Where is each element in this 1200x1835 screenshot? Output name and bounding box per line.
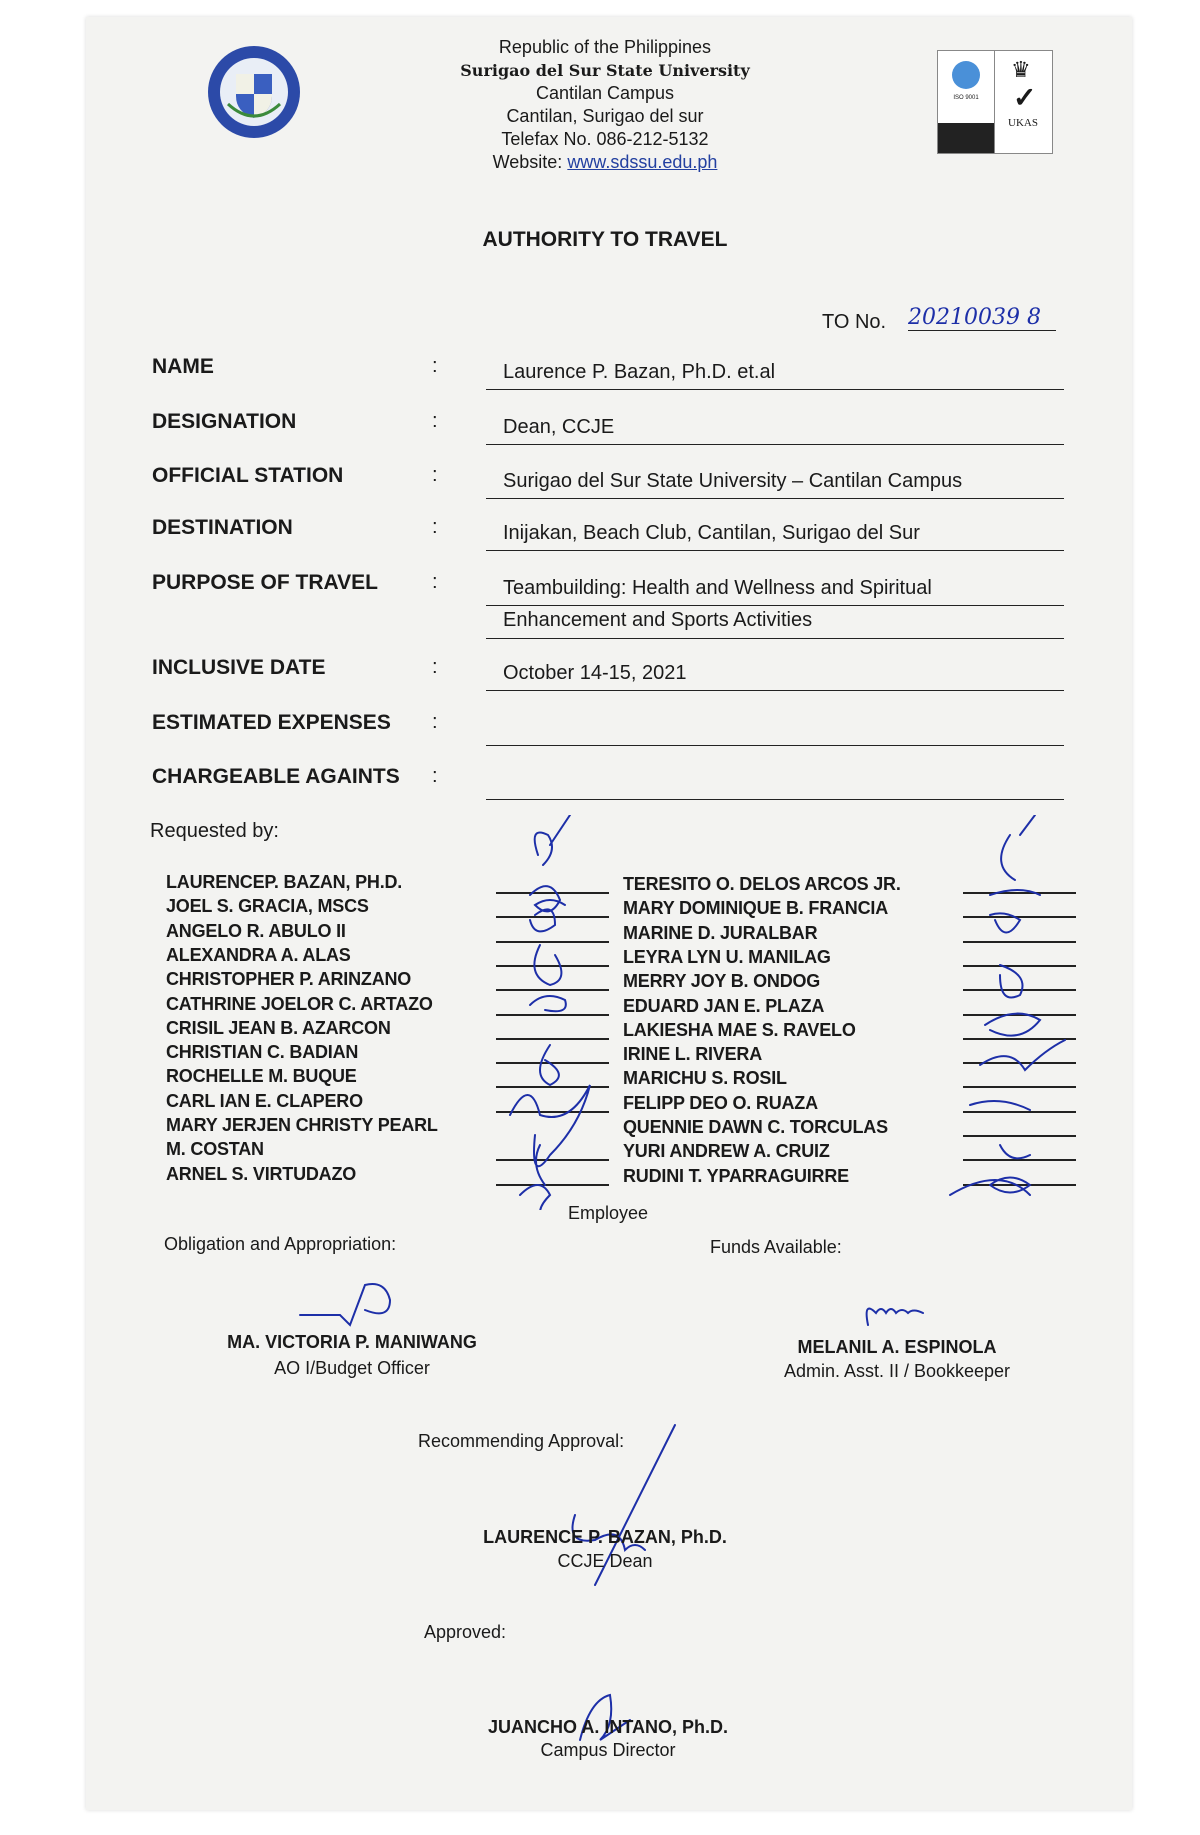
iso-ukas-badge: ISO 9001 ♛ ✓ UKAS <box>937 50 1053 154</box>
employee-name-right: MARY DOMINIQUE B. FRANCIA <box>623 898 889 919</box>
employee-name-left: CATHRINE JOELOR C. ARTAZO <box>166 993 433 1014</box>
letterhead <box>405 36 805 174</box>
bookkeeper-signature <box>860 1295 940 1335</box>
dean-name: LAURENCE P. BAZAN, Ph.D. <box>483 1527 727 1547</box>
employee-name-right: MERRY JOY B. ONDOG <box>623 971 821 992</box>
requested-by-label: Requested by: <box>150 820 279 842</box>
employee-name-right: LAKIESHA MAE S. RAVELO <box>623 1019 856 1040</box>
field-colon: : <box>432 765 438 787</box>
field-value: Teambuilding: Health and Wellness and Spiritual <box>503 577 932 599</box>
nqa-logo-icon <box>952 61 980 89</box>
field-value: Surigao del Sur State University – Cantilan Campus <box>503 470 963 492</box>
employee-name-left: LAURENCEP. BAZAN, PH.D. <box>166 872 403 892</box>
employee-name-left: M. COSTAN <box>166 1139 264 1160</box>
field-label: PURPOSE OF TRAVEL <box>152 571 378 594</box>
field-label: NAME <box>152 355 214 378</box>
employee-signatures <box>490 815 1090 1210</box>
field-label: DESTINATION <box>152 516 293 539</box>
employee-name-left: CHRISTIAN C. BADIAN <box>166 1042 359 1063</box>
director-name: JUANCHO A. INTANO, Ph.D. <box>487 1717 728 1737</box>
employee-name-right: RUDINI T. YPARRAGUIRRE <box>623 1165 849 1186</box>
employee-name-right: YURI ANDREW A. CRUIZ <box>623 1141 830 1162</box>
employee-name-left: MARY JERJEN CHRISTY PEARL <box>166 1115 438 1135</box>
document-title: AUTHORITY TO TRAVEL <box>482 228 728 251</box>
dean-title: CCJE Dean <box>557 1551 653 1571</box>
employee-name-right: EDUARD JAN E. PLAZA <box>623 995 825 1016</box>
employee-name-left: ARNEL S. VIRTUDAZO <box>166 1163 357 1184</box>
field-label: OFFICIAL STATION <box>152 464 344 487</box>
website-link[interactable]: www.sdssu.edu.ph <box>567 152 718 172</box>
field-colon: : <box>432 464 438 486</box>
field-label: ESTIMATED EXPENSES <box>152 711 391 734</box>
field-underline <box>486 690 1064 691</box>
employee-label: Employee <box>567 1203 649 1223</box>
employee-name-right: IRINE L. RIVERA <box>623 1044 763 1065</box>
employee-name-right: TERESITO O. DELOS ARCOS JR. <box>623 874 901 894</box>
field-label: INCLUSIVE DATE <box>152 656 326 679</box>
header-line: Telefax No. 086-212-5132 <box>501 129 709 149</box>
university-seal-logo <box>206 44 302 140</box>
recommending-approval-label: Recommending Approval: <box>418 1431 625 1451</box>
to-number-value: 20210039 8 <box>908 305 1056 331</box>
crown-check-icon: ♛ <box>1011 57 1031 82</box>
field-colon: : <box>432 410 438 432</box>
obligation-label: Obligation and Appropriation: <box>164 1234 397 1254</box>
website-label: Website: <box>492 152 563 172</box>
field-underline <box>486 605 1064 606</box>
field-colon: : <box>432 656 438 678</box>
field-underline <box>486 799 1064 800</box>
employee-name-left: ANGELO R. ABULO II <box>166 920 346 941</box>
budget-officer-title: AO I/Budget Officer <box>274 1358 430 1378</box>
bookkeeper-title: Admin. Asst. II / Bookkeeper <box>783 1361 1011 1381</box>
field-colon: : <box>432 355 438 377</box>
field-colon: : <box>432 571 438 593</box>
field-colon: : <box>432 711 438 733</box>
employee-name-right: QUENNIE DAWN C. TORCULAS <box>623 1117 888 1137</box>
employee-name-left: JOEL S. GRACIA, MSCS <box>166 896 369 917</box>
field-underline <box>486 498 1064 499</box>
budget-officer-name: MA. VICTORIA P. MANIWANG <box>227 1332 477 1352</box>
director-title: Campus Director <box>540 1740 676 1760</box>
header-line: Cantilan, Surigao del sur <box>506 106 704 126</box>
field-value: Inijakan, Beach Club, Cantilan, Surigao del Sur <box>503 522 920 544</box>
ukas-label: UKAS <box>1008 117 1038 129</box>
field-underline <box>486 745 1064 746</box>
field-colon: : <box>432 516 438 538</box>
employee-name-left: ALEXANDRA A. ALAS <box>166 944 351 965</box>
field-underline <box>486 550 1064 551</box>
to-number-label: TO No. <box>822 311 887 333</box>
field-underline <box>486 638 1064 639</box>
field-value: October 14-15, 2021 <box>503 662 687 684</box>
employee-name-left: CHRISTOPHER P. ARINZANO <box>166 969 412 990</box>
field-value: Laurence P. Bazan, Ph.D. et.al <box>503 361 776 383</box>
header-line: Republic of the Philippines <box>498 37 712 57</box>
field-value: Dean, CCJE <box>503 416 615 438</box>
approved-label: Approved: <box>424 1622 507 1642</box>
field-label: DESIGNATION <box>152 410 297 433</box>
bookkeeper-name: MELANIL A. ESPINOLA <box>797 1337 997 1357</box>
employee-name-right: LEYRA LYN U. MANILAG <box>623 946 831 967</box>
employee-name-left: CARL IAN E. CLAPERO <box>166 1090 363 1111</box>
field-label: CHARGEABLE AGAINTS <box>152 765 400 788</box>
university-name: Surigao del Sur State University <box>460 61 750 80</box>
funds-available-label: Funds Available: <box>710 1237 842 1257</box>
employee-name-right: MARICHU S. ROSIL <box>623 1068 787 1089</box>
header-line: Cantilan Campus <box>535 83 675 103</box>
employee-name-left: ROCHELLE M. BUQUE <box>166 1066 357 1087</box>
field-value-line2: Enhancement and Sports Activities <box>503 609 813 631</box>
field-underline <box>486 444 1064 445</box>
employee-name-right: MARINE D. JURALBAR <box>623 922 818 943</box>
iso-label: ISO 9001 <box>953 95 979 101</box>
employee-name-left: CRISIL JEAN B. AZARCON <box>166 1017 391 1038</box>
field-underline <box>486 389 1064 390</box>
employee-name-right: FELIPP DEO O. RUAZA <box>623 1092 818 1113</box>
